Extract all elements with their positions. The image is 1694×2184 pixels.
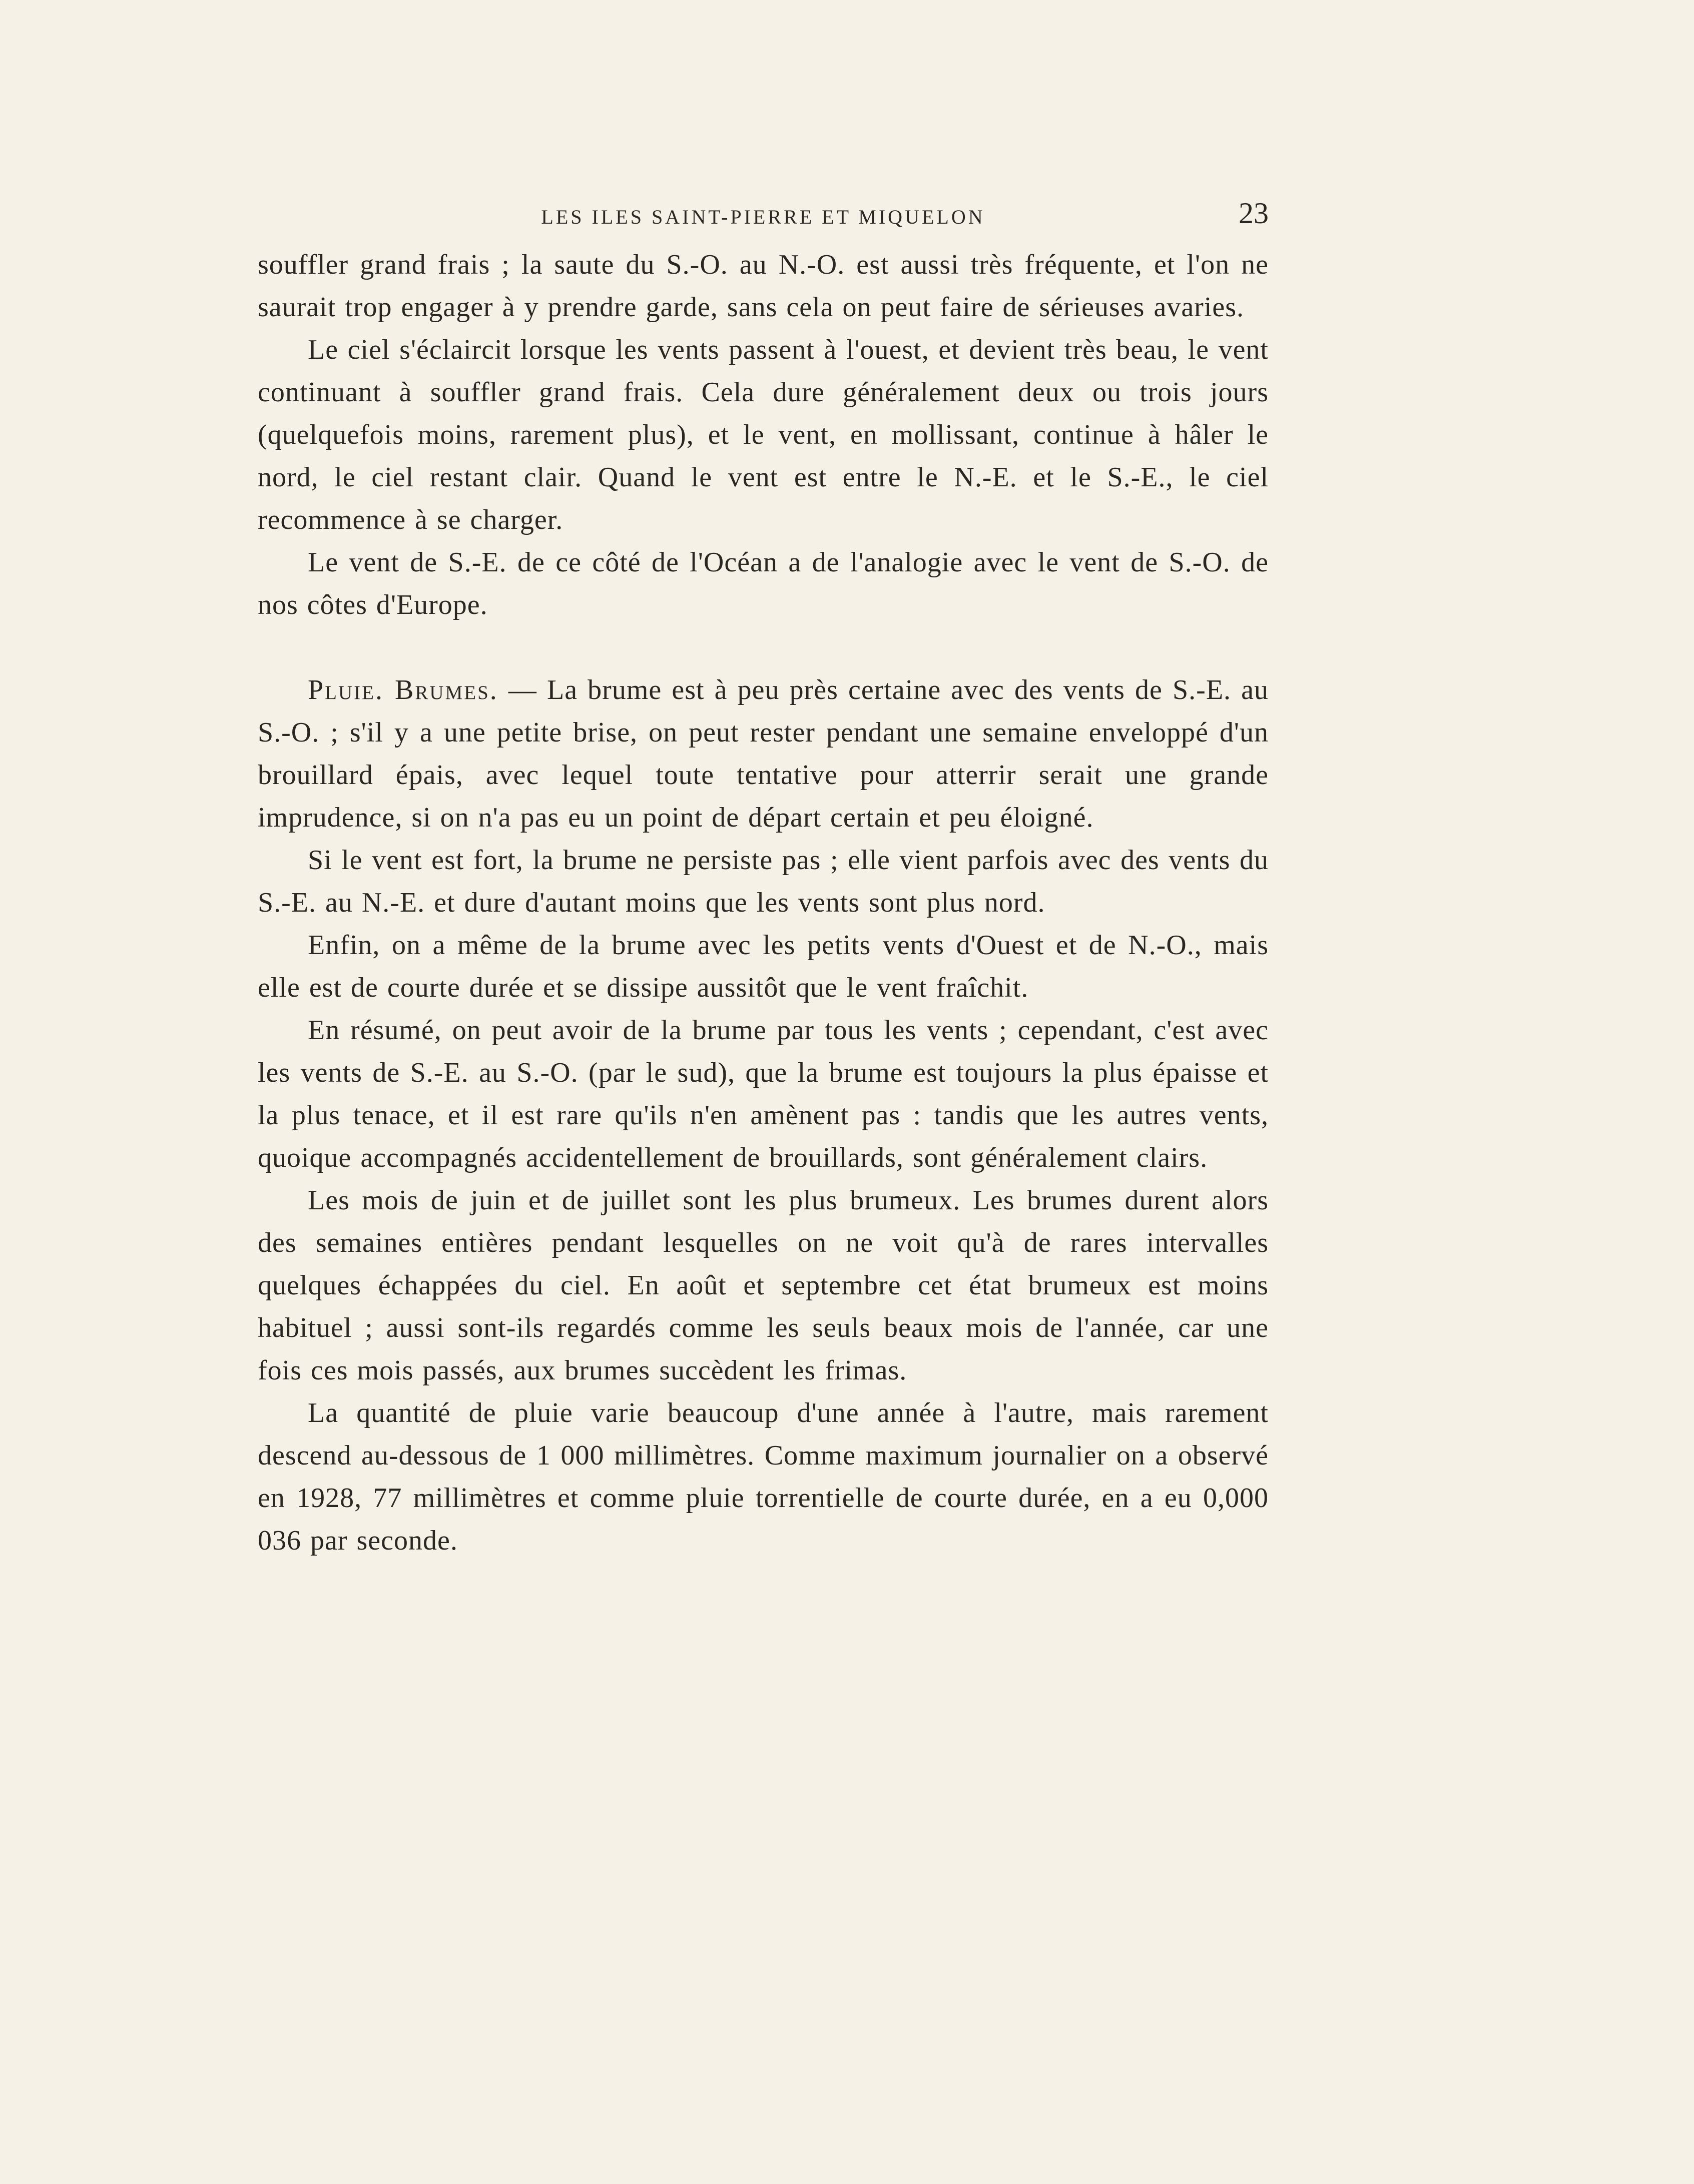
paragraph: Le vent de S.-E. de ce côté de l'Océan a de l'analogie avec le vent de S.-O. de nos côtes d'Europe. — [258, 547, 1269, 620]
paragraph: La quantité de pluie varie beaucoup d'une année à l'autre, mais rarement descend au-dessous de 1 000 millimètres. Comme maximum journalier on a observé en 1928, 77 millimètres et comme pluie torrentielle de courte durée, en a eu 0,000 036 par seconde. — [258, 1397, 1269, 1556]
paragraph: En résumé, on peut avoir de la brume par tous les vents ; cependant, c'est avec les vents de S.-E. au S.-O. (par le sud), que la brume est toujours la plus épaisse et la plus tenace, et il est rare qu'ils n'en amènent pas : tandis que les autres vents, quoique accompagnés accidentellement de brouillards, sont généralement clairs. — [258, 1015, 1269, 1173]
section-heading: Pluie. Brumes. — [308, 674, 498, 705]
paragraph: souffler grand frais ; la saute du S.-O. au N.-O. est aussi très fréquente, et l'on ne saurait trop engager à y prendre garde, sans cela on peut faire de sérieuses avaries. — [258, 249, 1269, 323]
paragraph: Enfin, on a même de la brume avec les petits vents d'Ouest et de N.-O., mais elle est de courte durée et se dissipe aussitôt que le vent fraîchit. — [258, 930, 1269, 1003]
running-head — [258, 196, 1269, 241]
section-paragraph-pluie-brumes — [258, 669, 1269, 839]
paragraph: Le ciel s'éclaircit lorsque les vents passent à l'ouest, et devient très beau, le vent continuant à souffler grand frais. Cela dure généralement deux ou trois jours (quelquefois moins, rarement plus), et le vent, en mollissant, continue à hâler le nord, le ciel restant clair. Quand le vent est entre le N.-E. et le S.-E., le ciel recommence à se charger. — [258, 334, 1269, 535]
section-text: — La brume est à peu près certaine avec des vents de S.-E. au S.-O. ; s'il y a une petite brise, on peut rester pendant une semaine enveloppé d'un brouillard épais, avec lequel toute tentative pour atterrir serait une grande imprudence, si on n'a pas eu un point de départ certain et peu éloigné. — [258, 674, 1269, 833]
paragraph: Les mois de juin et de juillet sont les plus brumeux. Les brumes durent alors des semaines entières pendant lesquelles on ne voit qu'à de rares intervalles quelques échappées du ciel. En août et septembre cet état brumeux est moins habituel ; aussi sont-ils regardés comme les seuls beaux mois de l'année, car une fois ces mois passés, aux brumes succèdent les frimas. — [258, 1185, 1269, 1386]
running-title: LES ILES SAINT-PIERRE ET MIQUELON — [541, 206, 985, 228]
paragraph: Si le vent est fort, la brume ne persiste pas ; elle vient parfois avec des vents du S.-E. au N.-E. et dure d'autant moins que les vents sont plus nord. — [258, 845, 1269, 918]
body-text — [258, 244, 1269, 1562]
page-number: 23 — [1239, 197, 1269, 230]
